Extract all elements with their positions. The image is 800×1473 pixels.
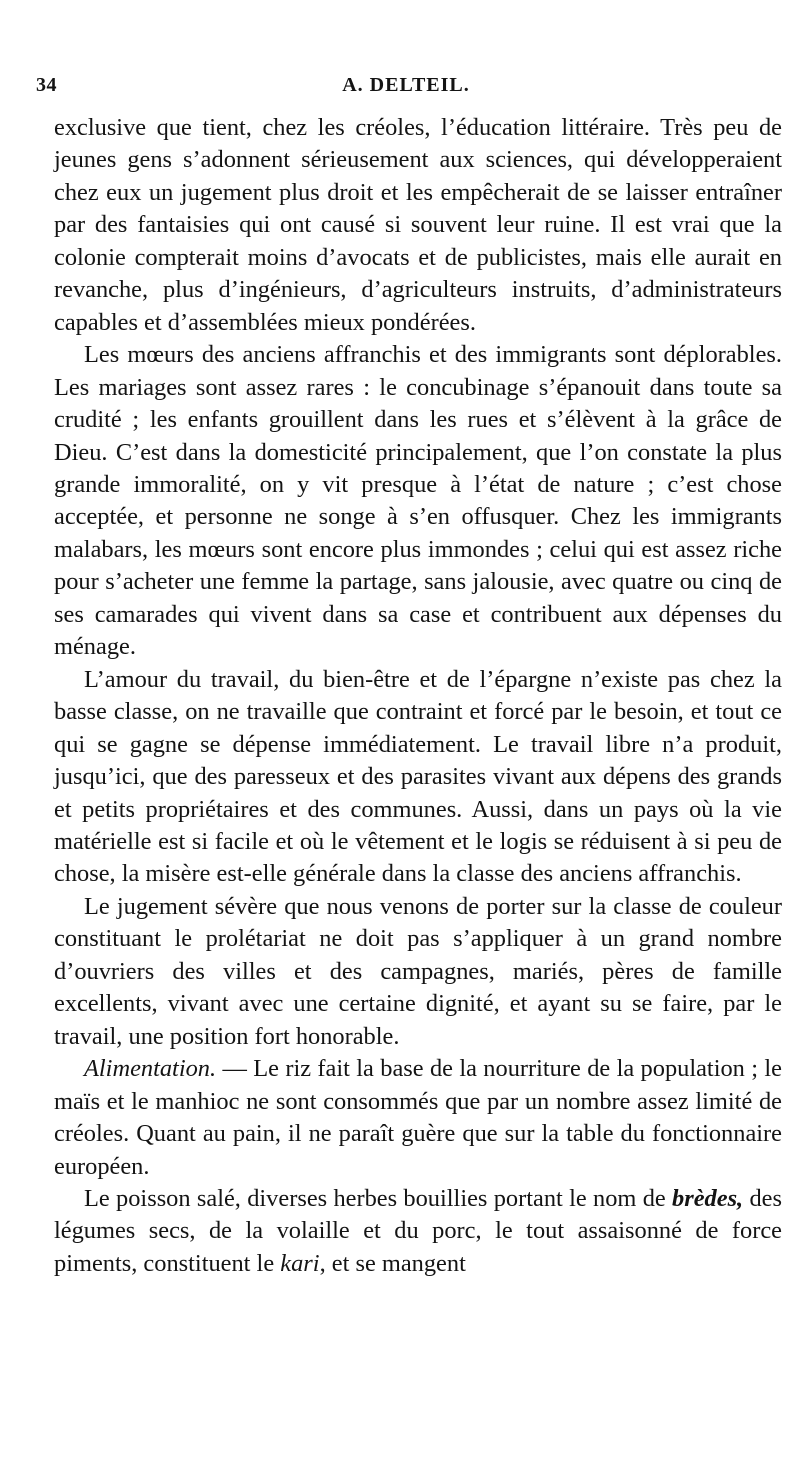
running-head-author: A. DELTEIL.: [342, 74, 470, 96]
body-text: [54, 112, 782, 1280]
poisson-text-b: des légumes secs, de la volaille et du porc, le tout assaisonné de force piments, constituent le: [54, 1184, 782, 1277]
paragraph-moeurs: Les mœurs des anciens affranchis et des immigrants sont déplorables. Les mariages sont assez rares : le concubinage s’épanouit dans toute sa crudité ; les enfants grouillent dans les rues et s’élèvent à la grâce de Dieu. C’est dans la domesticité principalement, que l’on constate la plus grande immoralité, on y vit presque à l’état de nature ; c’est chose acceptée, et personne ne songe à s’en offusquer. Chez les immigrants malabars, les mœurs sont encore plus immondes ; celui qui est assez riche pour s’acheter une femme la partage, sans jalousie, avec quatre ou cinq de ses camarades qui vivent dans sa case et contribuent aux dépenses du ménage.: [54, 341, 782, 661]
section-heading-alimentation: Alimentation.: [84, 1055, 217, 1083]
paragraph-poisson: [54, 1183, 782, 1280]
paragraph-travail: L’amour du travail, du bien-être et de l’épargne n’existe pas chez la basse classe, on ne travaille que contraint et forcé par le besoin, et tout ce qui se gagne se dépense immédiatement. Le travail libre n’a produit, jusqu’ici, que des paresseux et des parasites vivant aux dépens des grands et petits propriétaires et des communes. Aussi, dans un pays où la vie matérielle est si facile et où le vêtement et le logis se réduisent à si peu de chose, la misère est-elle générale dans la classe des anciens affranchis.: [54, 665, 782, 888]
term-bredes: brèdes,: [672, 1184, 744, 1212]
term-kari: kari: [280, 1249, 320, 1277]
poisson-text-a: Le poisson salé, diverses herbes bouillies portant le nom de: [84, 1184, 673, 1212]
alimentation-text: — Le riz fait la base de la nourriture de la population ; le maïs et le manhioc ne sont consommés que par un nombre assez limité de créoles. Quant au pain, il ne paraît guère que sur la table du fonctionnaire européen.: [54, 1055, 782, 1180]
page-number: 34: [36, 74, 57, 96]
poisson-text-c: , et se mangent: [319, 1249, 466, 1277]
paragraph-alimentation: [54, 1053, 782, 1183]
paragraph-jugement: Le jugement sévère que nous venons de porter sur la classe de couleur constituant le prolétariat ne doit pas s’appliquer à un grand nombre d’ouvriers des villes et des campagnes, mariés, pères de famille excellents, vivant avec une certaine dignité, et ayant su se faire, par le travail, une position fort honorable.: [54, 892, 782, 1050]
running-head: [36, 74, 776, 104]
paragraph-education: exclusive que tient, chez les créoles, l’éducation littéraire. Très peu de jeunes gens s’adonnent sérieusement aux sciences, qui développeraient chez eux un jugement plus droit et les empêcherait de se laisser entraîner par des fantaisies qui ont causé si souvent leur ruine. Il est vrai que la colonie compterait moins d’avocats et de publicistes, mais elle aurait en revanche, plus d’ingénieurs, d’agriculteurs instruits, d’administrateurs capables et d’assemblées mieux pondérées.: [54, 114, 782, 336]
